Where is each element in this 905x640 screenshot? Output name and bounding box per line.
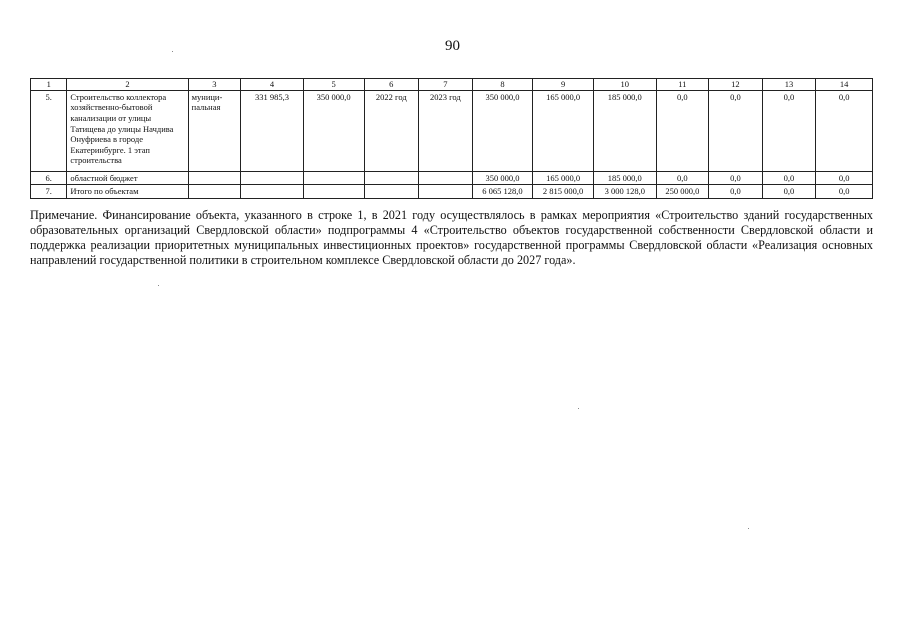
table-cell: 0,0 <box>816 90 873 171</box>
table-cell: 0,0 <box>816 185 873 199</box>
table-cell: 2022 год <box>364 90 419 171</box>
scan-speck <box>578 408 579 409</box>
table-cell <box>419 171 473 185</box>
column-header: 12 <box>709 79 763 91</box>
table-cell: 0,0 <box>656 90 709 171</box>
table-cell: 0,0 <box>709 185 763 199</box>
table-cell <box>364 171 419 185</box>
column-header: 9 <box>533 79 594 91</box>
row-number: 6. <box>31 171 67 185</box>
table-cell: 2 815 000,0 <box>533 185 594 199</box>
scan-speck <box>158 285 159 286</box>
ownership-cell: муници-пальная <box>188 90 241 171</box>
table-cell <box>364 185 419 199</box>
table-cell: 0,0 <box>709 171 763 185</box>
table-header-row <box>31 79 873 91</box>
table-cell: 350 000,0 <box>472 90 533 171</box>
table-cell: 331 985,3 <box>241 90 304 171</box>
table-cell <box>303 185 364 199</box>
scan-speck <box>748 528 749 529</box>
object-name: Строительство коллектора хозяйственно-бытовой канализации от улицы Татищева до улицы Начдива Онуфриева в городе Екатеринбурге. 1 этап строительства <box>67 90 188 171</box>
object-name: Итого по объектам <box>67 185 188 199</box>
column-header: 14 <box>816 79 873 91</box>
table-cell <box>419 185 473 199</box>
column-header: 11 <box>656 79 709 91</box>
table-cell: 0,0 <box>709 90 763 171</box>
table-cell <box>303 171 364 185</box>
column-header: 8 <box>472 79 533 91</box>
table-cell <box>241 171 304 185</box>
table-cell: 2023 год <box>419 90 473 171</box>
table-row <box>31 171 873 185</box>
table-cell: 350 000,0 <box>303 90 364 171</box>
table-cell: 3 000 128,0 <box>593 185 656 199</box>
column-header: 7 <box>419 79 473 91</box>
column-header: 6 <box>364 79 419 91</box>
row-number: 7. <box>31 185 67 199</box>
footnote: Примечание. Финансирование объекта, указанного в строке 1, в 2021 году осуществлялось в рамках мероприятия «Строительство зданий государственных образовательных организаций Свердловской области» подпрограммы 4 «Строительство объектов государственной собственности Свердловской области и поддержка реализации приоритетных муниципальных инвестиционных проектов» государственной программы Свердловской области «Реализация основных направлений государственной политики в строительном комплексе Свердловской области до 2027 года». <box>30 208 873 267</box>
table-row <box>31 90 873 171</box>
table-cell: 185 000,0 <box>593 171 656 185</box>
scan-speck <box>172 51 173 52</box>
table-cell: 0,0 <box>762 90 816 171</box>
table-cell <box>241 185 304 199</box>
column-header: 2 <box>67 79 188 91</box>
object-name: областной бюджет <box>67 171 188 185</box>
page-number: 90 <box>445 38 460 54</box>
column-header: 4 <box>241 79 304 91</box>
table-cell: 0,0 <box>762 171 816 185</box>
column-header: 1 <box>31 79 67 91</box>
table-cell: 6 065 128,0 <box>472 185 533 199</box>
table-cell: 0,0 <box>816 171 873 185</box>
row-number: 5. <box>31 90 67 171</box>
column-header: 3 <box>188 79 241 91</box>
table-cell: 250 000,0 <box>656 185 709 199</box>
column-header: 10 <box>593 79 656 91</box>
table-cell: 165 000,0 <box>533 171 594 185</box>
table-cell: 0,0 <box>656 171 709 185</box>
table-cell: 0,0 <box>762 185 816 199</box>
financing-table <box>30 78 873 199</box>
table-cell: 185 000,0 <box>593 90 656 171</box>
column-header: 13 <box>762 79 816 91</box>
table-cell: 350 000,0 <box>472 171 533 185</box>
ownership-cell <box>188 185 241 199</box>
table-cell: 165 000,0 <box>533 90 594 171</box>
table-row <box>31 185 873 199</box>
ownership-cell <box>188 171 241 185</box>
column-header: 5 <box>303 79 364 91</box>
